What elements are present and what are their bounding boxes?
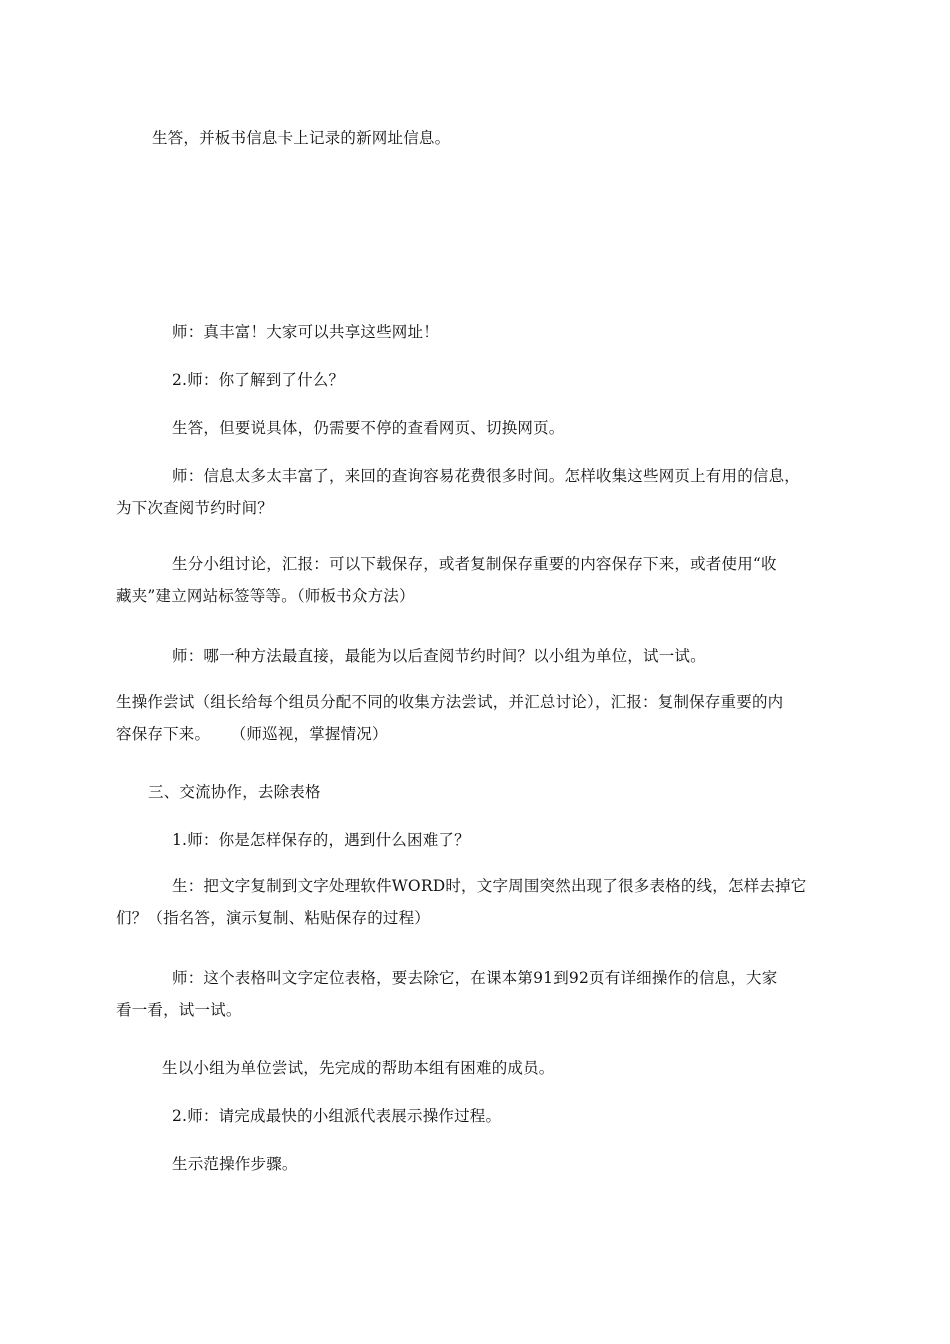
paragraph-line: 为下次查阅节约时间？ bbox=[116, 499, 274, 517]
paragraph-teacher-share: 师：真丰富！大家可以共享这些网址！ bbox=[172, 323, 439, 341]
paragraph-student-group-help: 生以小组为单位尝试，先完成的帮助本组有困难的成员。 bbox=[162, 1059, 555, 1077]
section-heading-three: 三、交流协作，去除表格 bbox=[148, 783, 321, 801]
paragraph-line: 师：这个表格叫文字定位表格，要去除它，在课本第91到92页有详细操作的信息，大家 bbox=[172, 969, 778, 987]
paragraph-line: 藏夹”建立网站标签等等。（师板书众方法） bbox=[116, 587, 415, 605]
paragraph-student-answer-record: 生答，并板书信息卡上记录的新网址信息。 bbox=[152, 129, 451, 147]
paragraph-teacher-fastest-group: 2.师：请完成最快的小组派代表展示操作过程。 bbox=[172, 1107, 502, 1125]
paragraph-teacher-info-collect bbox=[116, 460, 800, 524]
paragraph-teacher-question-1: 1.师：你是怎样保存的，遇到什么困难了？ bbox=[172, 831, 470, 849]
paragraph-line: 们？（指名答，演示复制、粘贴保存的过程） bbox=[116, 909, 431, 927]
paragraph-student-word-table bbox=[116, 870, 806, 934]
paragraph-teacher-question-2: 2.师：你了解到了什么？ bbox=[172, 371, 345, 389]
paragraph-line: 生分小组讨论，汇报：可以下载保存，或者复制保存重要的内容保存下来，或者使用“收 bbox=[172, 555, 777, 573]
paragraph-teacher-direct-method: 师：哪一种方法最直接，最能为以后查阅节约时间？以小组为单位，试一试。 bbox=[172, 647, 706, 665]
paragraph-line: 看一看，试一试。 bbox=[116, 1001, 242, 1019]
paragraph-student-demo: 生示范操作步骤。 bbox=[172, 1155, 298, 1173]
paragraph-student-group-discussion bbox=[116, 548, 777, 612]
paragraph-student-operation-try bbox=[116, 686, 783, 750]
paragraph-line: 容保存下来。 （师巡视，掌握情况） bbox=[116, 725, 388, 743]
paragraph-line: 生：把文字复制到文字处理软件WORD时，文字周围突然出现了很多表格的线，怎样去掉它 bbox=[172, 877, 807, 895]
paragraph-teacher-table-removal bbox=[116, 962, 777, 1026]
paragraph-line: 生操作尝试（组长给每个组员分配不同的收集方法尝试，并汇总讨论），汇报：复制保存重要的内 bbox=[116, 693, 784, 711]
paragraph-line: 师：信息太多太丰富了，来回的查询容易花费很多时间。怎样收集这些网页上有用的信息， bbox=[172, 467, 801, 485]
paragraph-student-answer-specific: 生答，但要说具体，仍需要不停的查看网页、切换网页。 bbox=[172, 419, 565, 437]
